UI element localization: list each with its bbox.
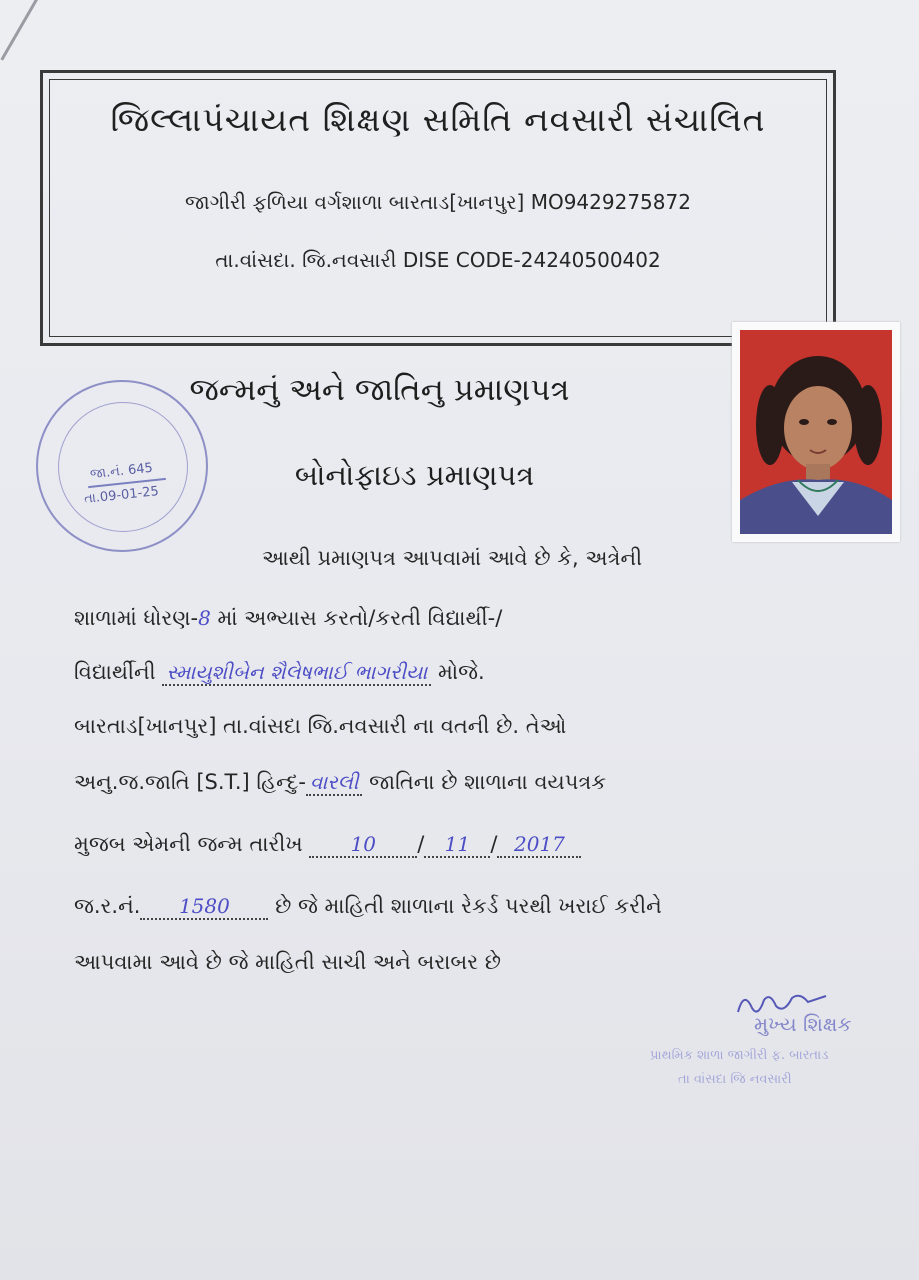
school-stamp-line-2: તા વાંસદા જિ નવસારી <box>678 1072 792 1087</box>
body-line-8: આપવામા આવે છે જે માહિતી સાચી અને બરાબર છે <box>74 950 501 974</box>
seal-date: તા.09-01-25 <box>83 484 160 507</box>
issuer-title: જિલ્લાપંચાયત શિક્ષણ સમિતિ નવસારી સંચાલિત <box>110 100 766 139</box>
student-portrait-illustration <box>740 330 892 534</box>
dob-day-field: 10 <box>309 832 417 858</box>
body-line-7-a: જ.ર.નં. <box>74 894 141 918</box>
body-line-7 <box>74 894 662 920</box>
student-photo-image <box>740 330 892 534</box>
body-line-6: મુજબ એમની જન્મ તારીખ 10 / 11 / 2017 <box>74 832 581 858</box>
body-line-3 <box>74 660 485 686</box>
header-inner-border <box>49 79 827 337</box>
certificate-subtitle: બોનોફાઇડ પ્રમાણપત્ર <box>294 458 535 492</box>
body-line-3-b: મોજે. <box>431 660 485 684</box>
school-stamp-line-1: પ્રાથમિક શાળા જાગીરી ફ. બારતાડ <box>650 1048 829 1063</box>
body-line-6-a: મુજબ એમની જન્મ તારીખ <box>74 832 310 856</box>
body-line-1: આથી પ્રમાણપત્ર આપવામાં આવે છે કે, અત્રેની <box>262 546 643 570</box>
dob-year-field: 2017 <box>497 832 581 858</box>
standard-value: 8 <box>198 606 211 630</box>
paper-fold <box>0 0 38 61</box>
school-name-line: જાગીરી ફળિયા વર્ગશાળા બારતાડ[ખાનપુર] MO9429275872 <box>185 190 691 214</box>
certificate-title: જન્મનું અને જાતિનુ પ્રમાણપત્ર <box>189 372 570 408</box>
body-line-2-a: શાળામાં ધોરણ- <box>74 606 199 630</box>
school-address-line: તા.વાંસદા. જિ.નવસારી DISE CODE-24240500402 <box>215 248 661 272</box>
body-line-5-b: જાતિના છે શાળાના વયપત્રક <box>362 770 607 794</box>
body-line-2-b: માં અભ્યાસ કરતો/કરતી વિદ્યાર્થી-/ <box>210 606 503 630</box>
head-teacher-title: મુખ્ય શિક્ષક <box>754 1012 852 1036</box>
dob-month-field: 11 <box>424 832 490 858</box>
register-number-field: 1580 <box>140 894 268 920</box>
body-line-2 <box>74 606 502 631</box>
seal-number: જા.નં. 645 <box>89 460 154 483</box>
student-photo <box>732 322 900 542</box>
body-line-4: બારતાડ[ખાનપુર] તા.વાંસદા જિ.નવસારી ના વતની છે. તેઓ <box>74 714 567 738</box>
body-line-5 <box>74 770 606 796</box>
student-name-field: સ્માયુશીબેન શૈલેષભાઈ ભાગરીયા <box>162 660 431 686</box>
body-line-5-a: અનુ.જ.જાતિ [S.T.] હિન્દુ- <box>74 770 306 794</box>
signature-area <box>640 982 910 1092</box>
body-line-7-b: છે જે માહિતી શાળાના રેકર્ડ પરથી ખરાઈ કરીને <box>268 894 662 918</box>
body-line-3-a: વિદ્યાર્થીની <box>74 660 163 684</box>
caste-field: વારલી <box>306 770 363 796</box>
header-box <box>40 70 836 346</box>
